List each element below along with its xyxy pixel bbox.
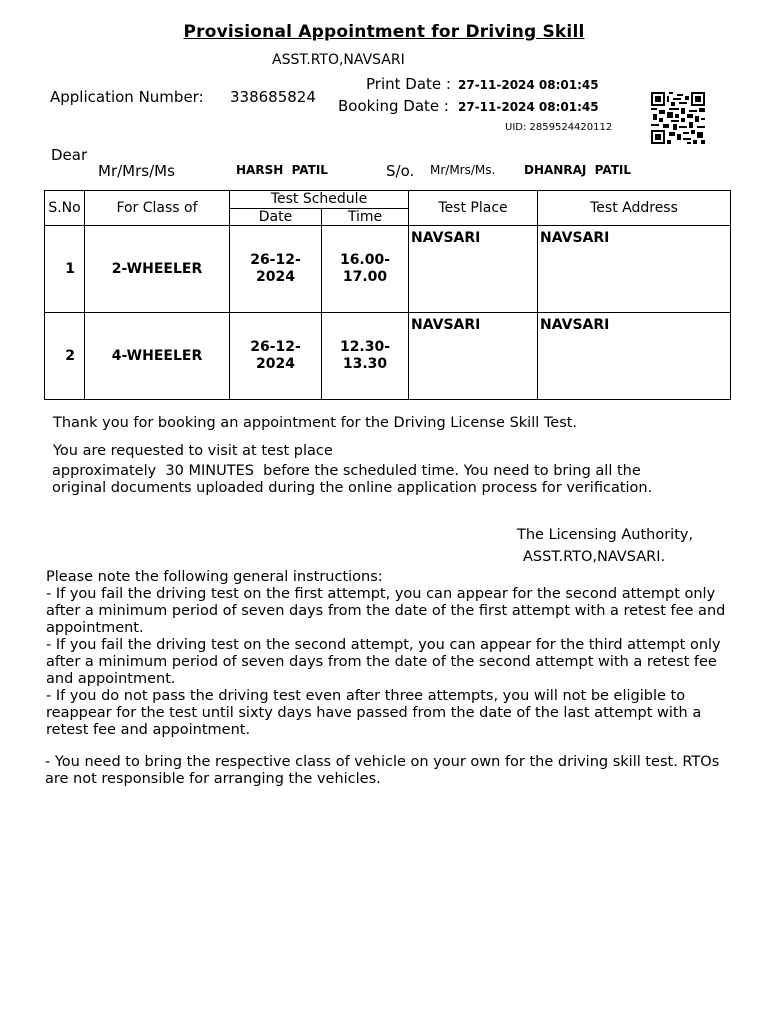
header-test-schedule: Test Schedule (230, 191, 409, 209)
header-time: Time (322, 208, 409, 226)
schedule-table (44, 190, 731, 400)
salutation: Mr/Mrs/Ms (98, 162, 175, 180)
instruction-item: - If you do not pass the driving test even after three attempts, you will not be eligible to reappear for the test until sixty days have passed from the date of the last attempt with a retest fee and appointment. (46, 688, 702, 738)
row-test-address: NAVSARI (538, 313, 731, 400)
header-class: For Class of (85, 191, 230, 226)
dear-label: Dear (51, 146, 88, 164)
booking-date-label: Booking Date : (338, 97, 449, 115)
header-date: Date (230, 208, 322, 226)
application-number-label: Application Number: (50, 88, 204, 106)
print-date-label: Print Date : (366, 75, 451, 93)
header-test-place: Test Place (409, 191, 538, 226)
row-sno: 1 (45, 226, 85, 313)
visit-line-2: approximately 30 MINUTES before the scheduled time. You need to bring all the (52, 463, 641, 479)
signature-line-1: The Licensing Authority, (517, 527, 694, 543)
applicant-name: HARSH PATIL (236, 163, 328, 177)
row-time: 12.30- 13.30 (322, 313, 409, 400)
signature-line-2: ASST.RTO,NAVSARI. (523, 549, 666, 565)
application-number-value: 338685824 (230, 88, 316, 106)
row-class: 2-WHEELER (85, 226, 230, 313)
document-title: Provisional Appointment for Driving Skill (183, 22, 585, 42)
row-test-address: NAVSARI (538, 226, 731, 313)
table-row (45, 313, 731, 400)
row-date: 26-12- 2024 (230, 226, 322, 313)
row-time: 16.00- 17.00 (322, 226, 409, 313)
row-date: 26-12- 2024 (230, 313, 322, 400)
visit-line-1: You are requested to visit at test place (53, 443, 333, 459)
general-instructions (46, 569, 736, 739)
header-sno: S.No (45, 191, 85, 226)
parent-name: DHANRAJ PATIL (524, 163, 632, 177)
row-sno: 2 (45, 313, 85, 400)
booking-date-value: 27-11-2024 08:01:45 (458, 100, 599, 114)
son-of-label: S/o. (386, 162, 415, 180)
table-row (45, 226, 731, 313)
row-test-place: NAVSARI (409, 226, 538, 313)
row-test-place: NAVSARI (409, 313, 538, 400)
instructions-intro: Please note the following general instructions: (46, 569, 383, 585)
instruction-item: - If you fail the driving test on the second attempt, you can appear for the third attempt only after a minimum period of seven days from the date of the second attempt with a retest fee and appointment. (46, 637, 721, 687)
visit-line-3: original documents uploaded during the online application process for verification. (52, 480, 653, 496)
parent-salutation: Mr/Mrs/Ms. (430, 163, 496, 177)
vehicle-note: - You need to bring the respective class of vehicle on your own for the driving skill test. RTOs are not responsible for arranging the vehicles. (45, 754, 720, 787)
uid-text: UID: 2859524420112 (505, 122, 613, 133)
print-date-value: 27-11-2024 08:01:45 (458, 78, 599, 92)
thanks-message: Thank you for booking an appointment for the Driving License Skill Test. (53, 415, 578, 431)
row-class: 4-WHEELER (85, 313, 230, 400)
office-name: ASST.RTO,NAVSARI (272, 52, 405, 68)
header-test-address: Test Address (538, 191, 731, 226)
instruction-item: - If you fail the driving test on the first attempt, you can appear for the second attempt only after a minimum period of seven days from the date of the first attempt with a retest fee and appointment. (46, 586, 726, 636)
qr-code (651, 92, 705, 144)
